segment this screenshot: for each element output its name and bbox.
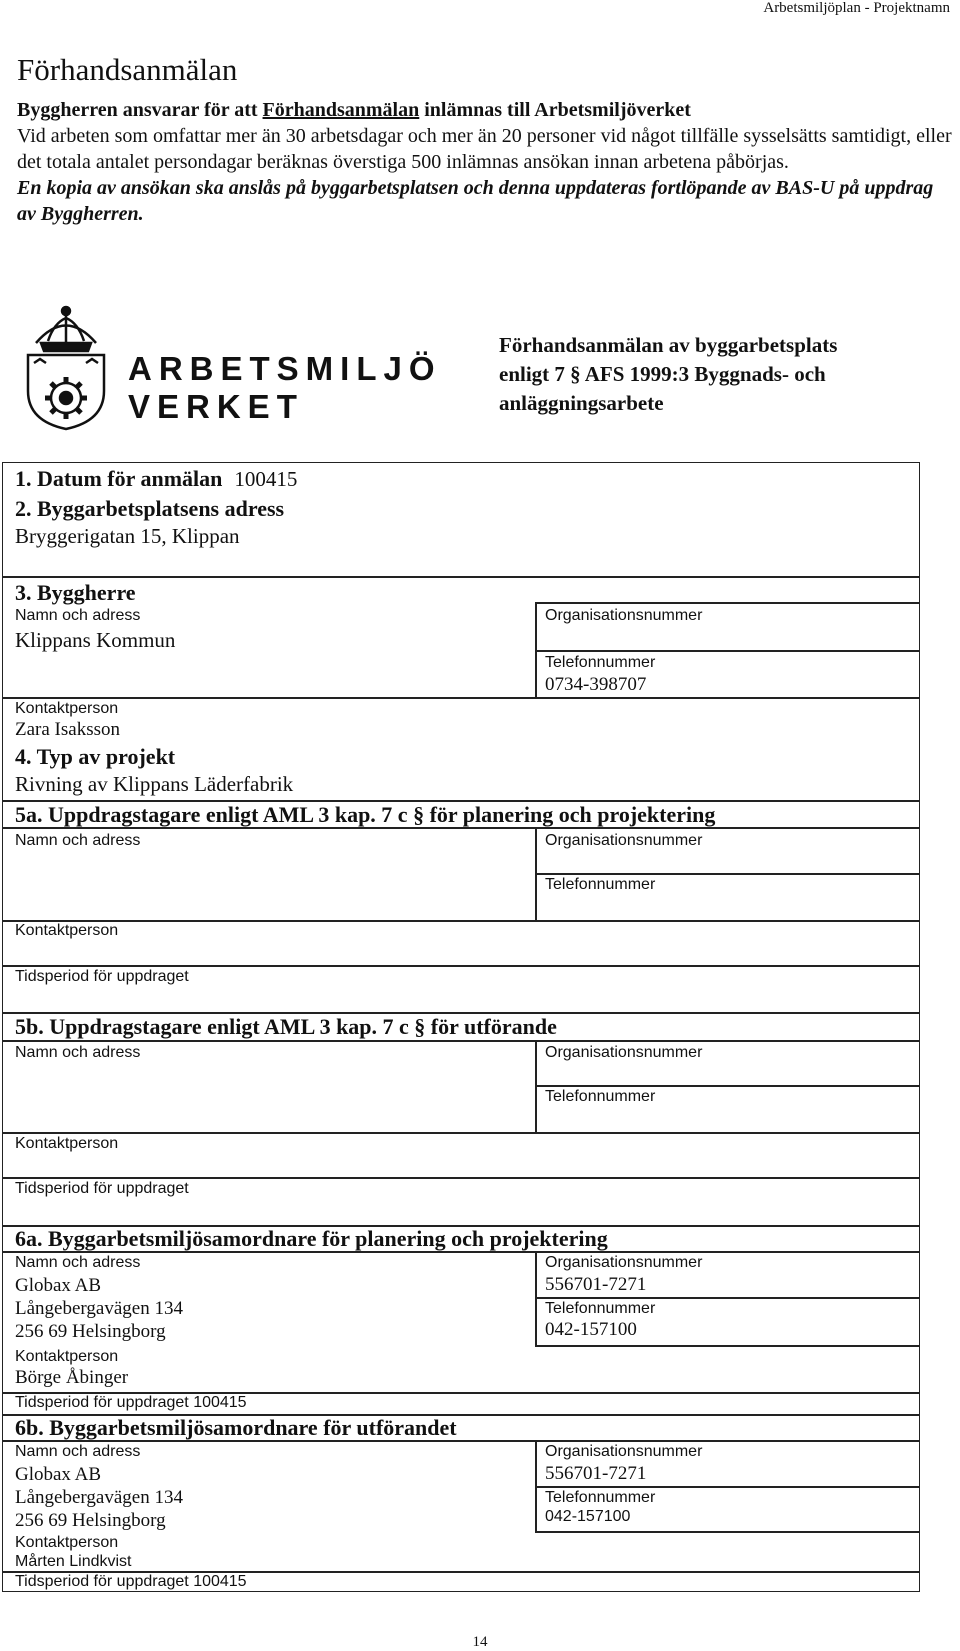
s5b-phone-label: Telefonnummer: [545, 1088, 656, 1105]
s3-contact-value[interactable]: Zara Isaksson: [15, 719, 120, 740]
s6b-label: 6b. Byggarbetsmiljösamordnare för utförandet: [15, 1415, 457, 1440]
s5a-org-label: Organisationsnummer: [545, 832, 703, 849]
s5a-period-label: Tidsperiod för uppdraget: [15, 968, 189, 985]
s2-label: 2. Byggarbetsplatsens adress: [15, 496, 285, 521]
s6a-name-line1: Globax AB: [15, 1275, 102, 1296]
s6b-contact-label: Kontaktperson: [15, 1534, 119, 1551]
intro-para1: Vid arbeten som omfattar mer än 30 arbetsdagar och mer än 20 personer vid något tillfälle sysselsätts samtidigt, eller det totala antalet persondagar beräknas överstiga 500 inlämnas ansökan innan arbetena påbörjas.: [17, 125, 952, 173]
s3-label: 3. Byggherre: [15, 580, 136, 605]
s5b-period-label: Tidsperiod för uppdraget: [15, 1180, 189, 1197]
s6a-name-label: Namn och adress: [15, 1254, 141, 1271]
s6b-org-value[interactable]: 556701-7271: [545, 1463, 647, 1484]
s6a-name-line3: 256 69 Helsingborg: [15, 1321, 166, 1342]
s6b-phone-label: Telefonnummer: [545, 1489, 656, 1506]
s3-contact-label: Kontaktperson: [15, 700, 119, 717]
s6b-period-value[interactable]: 100415: [193, 1573, 247, 1590]
intro-link: Förhandsanmälan: [262, 99, 420, 121]
s6b-name-value[interactable]: [15, 1463, 183, 1532]
s6a-name-line2: Långebergavägen 134: [15, 1298, 183, 1319]
logo-line2: VERKET: [128, 388, 304, 425]
s1-row: [15, 466, 297, 492]
s6b-period-row: [15, 1573, 247, 1591]
s5a-contact-label: Kontaktperson: [15, 922, 119, 939]
s1-value[interactable]: 100415: [234, 467, 298, 491]
intro-line1-prefix: Byggherren ansvarar för att: [17, 99, 263, 121]
s6a-period-label: Tidsperiod för uppdraget: [15, 1394, 189, 1411]
s6b-name-line3: 256 69 Helsingborg: [15, 1510, 166, 1531]
logo-line1: ARBETSMILJÖ: [128, 350, 442, 387]
page-title: Förhandsanmälan: [17, 52, 238, 87]
form-title: [499, 331, 939, 418]
crown-seal-icon: [16, 303, 116, 433]
s6a-name-value[interactable]: [15, 1274, 183, 1343]
s6a-contact-value[interactable]: Börge Åbinger: [15, 1367, 129, 1388]
intro-text: [17, 97, 952, 227]
s3-org-label: Organisationsnummer: [545, 607, 703, 624]
s1-label: 1. Datum för anmälan: [15, 466, 223, 491]
s5b-contact-label: Kontaktperson: [15, 1135, 119, 1152]
s5b-org-label: Organisationsnummer: [545, 1044, 703, 1061]
s6a-phone-label: Telefonnummer: [545, 1300, 656, 1317]
s6b-name-line2: Långebergavägen 134: [15, 1487, 183, 1508]
s4-value[interactable]: Rivning av Klippans Läderfabrik: [15, 772, 294, 796]
logo-wordmark: [128, 350, 442, 426]
s6b-name-line1: Globax AB: [15, 1464, 102, 1485]
form-title-line3: anläggningsarbete: [499, 391, 664, 415]
s6b-name-label: Namn och adress: [15, 1443, 141, 1460]
s6a-org-label: Organisationsnummer: [545, 1254, 703, 1271]
s6a-org-value[interactable]: 556701-7271: [545, 1274, 647, 1295]
running-header: Arbetsmiljöplan - Projektnamn: [763, 0, 950, 16]
s5a-name-label: Namn och adress: [15, 832, 141, 849]
s6a-label: 6a. Byggarbetsmiljösamordnare för planering och projektering: [15, 1226, 608, 1251]
form-title-line1: Förhandsanmälan av byggarbetsplats: [499, 333, 838, 357]
form-title-line2: enligt 7 § AFS 1999:3 Byggnads- och: [499, 362, 826, 386]
s6a-period-row: [15, 1394, 247, 1412]
s5a-phone-label: Telefonnummer: [545, 876, 656, 893]
intro-line1-suffix: inlämnas till Arbetsmiljöverket: [419, 99, 691, 121]
page-number: 14: [472, 1634, 488, 1650]
intro-responsibility: [17, 97, 952, 123]
s6a-phone-value[interactable]: 042-157100: [545, 1319, 637, 1340]
s6b-phone-value[interactable]: 042-157100: [545, 1508, 631, 1525]
s6b-period-label: Tidsperiod för uppdraget: [15, 1573, 189, 1590]
s5a-label: 5a. Uppdragstagare enligt AML 3 kap. 7 c § för planering och projektering: [15, 802, 716, 827]
s3-phone-value[interactable]: 0734-398707: [545, 674, 647, 695]
s4-label: 4. Typ av projekt: [15, 744, 176, 769]
s5b-name-label: Namn och adress: [15, 1044, 141, 1061]
s2-value[interactable]: Bryggerigatan 15, Klippan: [15, 524, 240, 548]
s3-phone-label: Telefonnummer: [545, 654, 656, 671]
s6a-contact-label: Kontaktperson: [15, 1348, 119, 1365]
s6b-contact-value[interactable]: Mårten Lindkvist: [15, 1553, 132, 1570]
s3-name-value[interactable]: Klippans Kommun: [15, 628, 176, 652]
s3-name-label: Namn och adress: [15, 607, 141, 624]
intro-para2: En kopia av ansökan ska anslås på byggarbetsplatsen och denna uppdateras fortlöpande av BAS-U på uppdrag av Byggherren.: [17, 177, 934, 225]
s6b-org-label: Organisationsnummer: [545, 1443, 703, 1460]
s6a-period-value[interactable]: 100415: [193, 1394, 247, 1411]
s5b-label: 5b. Uppdragstagare enligt AML 3 kap. 7 c § för utförande: [15, 1014, 557, 1039]
